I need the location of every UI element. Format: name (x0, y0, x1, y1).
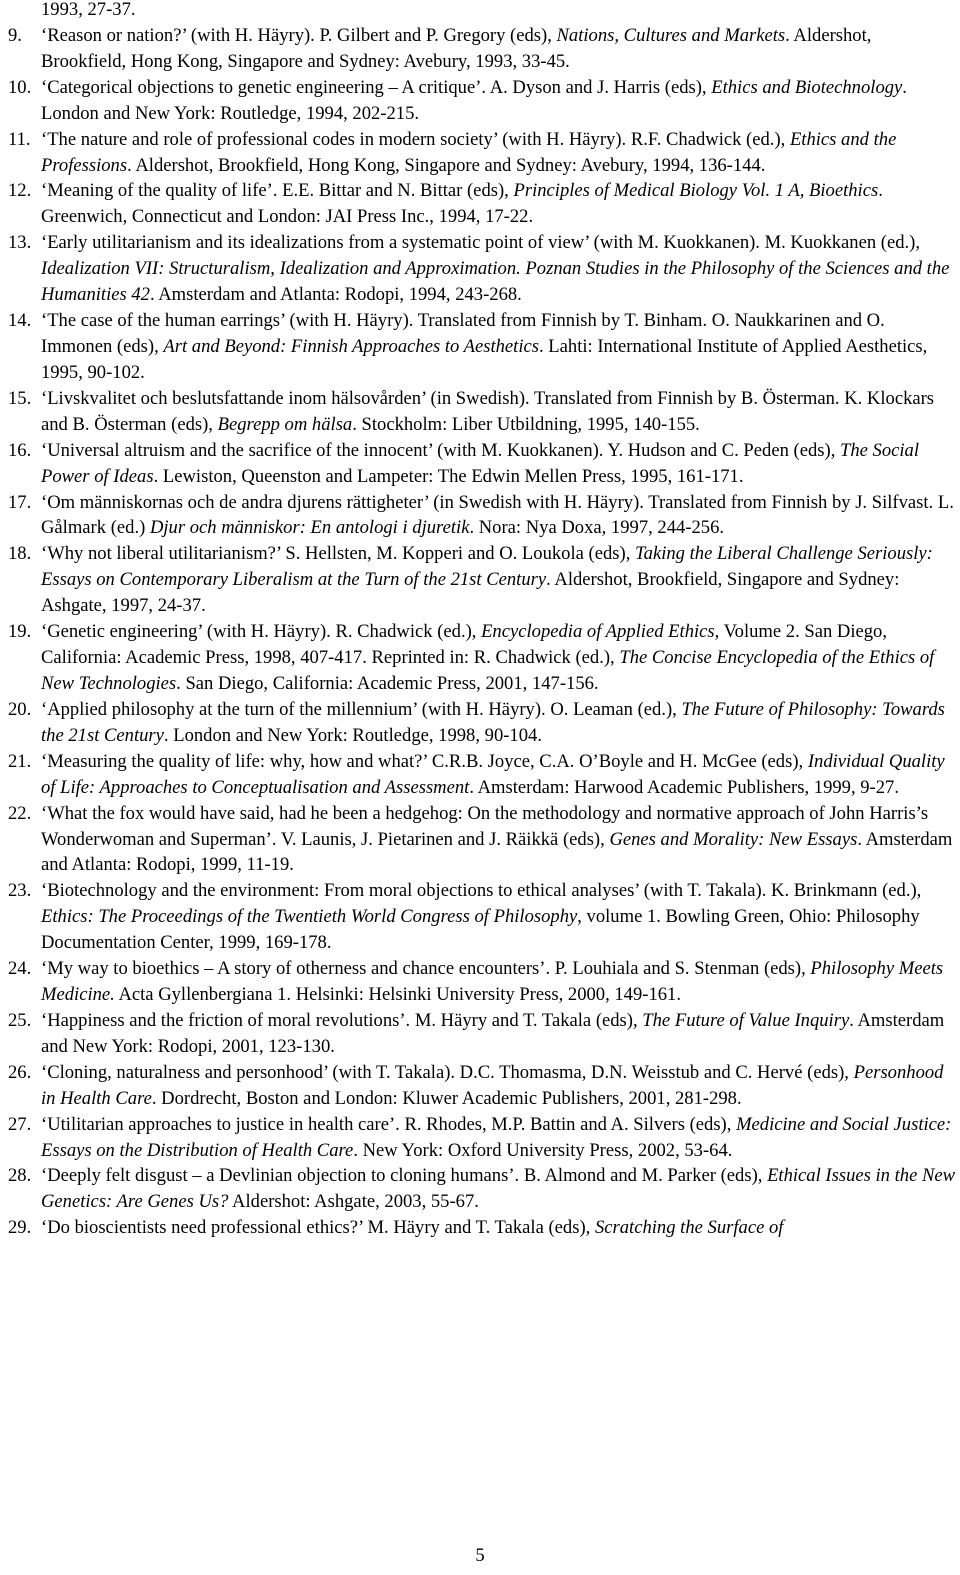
entry-text-run: ‘The case of the human earrings’ (with H. Häyry). Translated from Finnish by T. Binham. O. Naukkarinen and O. Immonen (eds), (41, 310, 885, 357)
entry-number (8, 0, 41, 23)
entry-title-italic: Medicine and Social Justice: Essays on the Distribution of Health Care (41, 1113, 952, 1161)
entry-text-run: ‘Livskvalitet och beslutsfattande inom hälsovården’ (in Swedish). Translated from Finnish by B. Österman. K. Klockars and B. Österman (eds), (41, 387, 935, 435)
entry-number: 26. (8, 1061, 32, 1083)
entry-number: 15. (8, 387, 32, 409)
reference-entry (8, 438, 958, 490)
entry-text-run: ‘Deeply felt disgust – a Devlinian objection to cloning humans’. B. Almond and M. Parker (eds), (41, 1165, 768, 1187)
entry-number: 19. (8, 621, 32, 643)
reference-entry (8, 749, 958, 801)
entry-text-run: ‘What the fox would have said, had he been a hedgehog: On the methodology and normative approach of John Harris’s Wonderwoman and Superman’. V. Launis, J. Pietarinen and J. Räikkä (eds), (41, 802, 929, 850)
entry-text-run: ‘Do bioscientists need professional ethics?’ M. Häyry and T. Takala (eds), (41, 1217, 595, 1239)
entry-title-italic: Ethics: The Proceedings of the Twentieth World Congress of Philosophy (41, 906, 578, 928)
entry-text-run: ‘Genetic engineering’ (with H. Häyry). R. Chadwick (ed.), (41, 621, 482, 643)
entry-text-run: . Aldershot, Brookfield, Singapore and Sydney: Ashgate, 1997, 24-37. (41, 569, 900, 617)
entry-title-italic: Taking the Liberal Challenge Seriously: Essays on Contemporary Liberalism at the Turn of the 21st Century (41, 543, 933, 591)
entry-number: 13. (8, 232, 32, 254)
entry-text-run: ‘Why not liberal utilitarianism?’ S. Hellsten, M. Kopperi and O. Loukola (eds), (41, 543, 636, 565)
entry-number: 9. (8, 24, 22, 46)
entry-text (41, 75, 958, 127)
entry-text-run: , Volume 2. San Diego, California: Academic Press, 1998, 407-417. Reprinted in: R. Chadwick (ed.), (41, 621, 887, 669)
entry-text-run: ‘Early utilitarianism and its idealizations from a systematic point of view’ (with M. Kuokkanen). M. Kuokkanen (ed.), (41, 232, 921, 254)
entry-text (41, 1163, 958, 1215)
entry-text-run: Aldershot: Ashgate, 2003, 55-67. (228, 1191, 479, 1213)
entry-text-run: ‘My way to bioethics – A story of otherness and chance encounters’. P. Louhiala and S. Stenman (eds), (41, 958, 811, 980)
entry-text (41, 1008, 958, 1060)
reference-entry (8, 0, 958, 23)
entry-title-italic: The Social Power of Ideas (41, 439, 920, 487)
entry-text (41, 1215, 958, 1241)
entry-text (41, 956, 958, 1008)
entry-text-run: ‘The nature and role of professional codes in modern society’ (with H. Häyry). R.F. Chadwick (ed.), (41, 128, 790, 150)
entry-text-run: ‘Meaning of the quality of life’. E.E. Bittar and N. Bittar (eds), (41, 180, 514, 202)
reference-entry (8, 178, 958, 230)
entry-number: 14. (8, 310, 32, 332)
entry-text (41, 1112, 958, 1164)
entry-text-run: ‘Biotechnology and the environment: From moral objections to ethical analyses’ (with T. Takala). K. Brinkmann (ed.), (41, 880, 922, 902)
reference-entry (8, 697, 958, 749)
reference-entry (8, 956, 958, 1008)
reference-entry (8, 23, 958, 75)
entry-text-run: . London and New York: Routledge, 1994, 202-215. (41, 76, 907, 124)
entry-title-italic: Principles of Medical Biology Vol. 1 A, Bioethics (513, 180, 879, 202)
entry-title-italic: Djur och människor: En antologi i djuretik (149, 517, 470, 539)
entry-title-italic: Philosophy Meets Medicine. (41, 958, 944, 1006)
entry-text (41, 878, 958, 956)
reference-list (8, 0, 958, 1241)
entry-text-run: ‘Utilitarian approaches to justice in health care’. R. Rhodes, M.P. Battin and A. Silvers (eds), (41, 1113, 737, 1135)
entry-number: 24. (8, 958, 32, 980)
entry-text-run: . Lahti: International Institute of Applied Aesthetics, 1995, 90-102. (41, 335, 928, 383)
entry-text-run: 1993, 27-37. (41, 0, 136, 20)
entry-title-italic: Art and Beyond: Finnish Approaches to Aesthetics (163, 335, 539, 357)
reference-entry (8, 1060, 958, 1112)
entry-text-run: Acta Gyllenbergiana 1. Helsinki: Helsinki University Press, 2000, 149-161. (114, 984, 682, 1006)
entry-text (41, 801, 958, 879)
entry-title-italic: Ethics and Biotechnology (711, 76, 903, 98)
entry-title-italic: Ethics and the Professions (41, 128, 897, 176)
entry-title-italic: Individual Quality of Life: Approaches to Conceptualisation and Assessment (41, 750, 945, 798)
entry-text-run: . Amsterdam: Harwood Academic Publishers, 1999, 9-27. (469, 776, 899, 798)
entry-text (41, 127, 958, 179)
reference-entry (8, 878, 958, 956)
entry-number: 11. (8, 128, 31, 150)
reference-entry (8, 386, 958, 438)
entry-text (41, 178, 958, 230)
entry-text-run: ‘Om människornas och de andra djurens rättigheter’ (in Swedish with H. Häyry). Translated from Finnish by J. Silfvast. L. Gålmark (ed.) (41, 491, 954, 539)
reference-entry (8, 230, 958, 308)
entry-text-run: . Aldershot, Brookfield, Hong Kong, Singapore and Sydney: Avebury, 1993, 33-45. (41, 24, 872, 72)
entry-number: 12. (8, 180, 32, 202)
entry-text-run: ‘Universal altruism and the sacrifice of the innocent’ (with M. Kuokkanen). Y. Hudson and C. Peden (eds), (41, 439, 840, 461)
entry-text-run: . Dordrecht, Boston and London: Kluwer Academic Publishers, 2001, 281-298. (151, 1087, 742, 1109)
reference-entry (8, 75, 958, 127)
entry-text-run: . Amsterdam and New York: Rodopi, 2001, 123-130. (41, 1009, 945, 1057)
reference-entry (8, 1163, 958, 1215)
entry-text-run: ‘Reason or nation?’ (with H. Häyry). P. Gilbert and P. Gregory (eds), (41, 24, 557, 46)
entry-title-italic: The Future of Value Inquiry (642, 1009, 850, 1031)
entry-text (41, 438, 958, 490)
entry-number: 16. (8, 439, 32, 461)
entry-text-run: . Amsterdam and Atlanta: Rodopi, 1999, 11-19. (41, 828, 953, 876)
entry-text-run: ‘Cloning, naturalness and personhood’ (with T. Takala). D.C. Thomasma, D.N. Weisstub and C. Hervé (eds), (41, 1061, 854, 1083)
reference-entry (8, 490, 958, 542)
entry-text-run: . New York: Oxford University Press, 2002, 53-64. (353, 1139, 733, 1161)
entry-title-italic: The Future of Philosophy: Towards the 21st Century (41, 698, 945, 746)
entry-text-run: . Aldershot, Brookfield, Hong Kong, Singapore and Sydney: Avebury, 1994, 136-144. (127, 154, 766, 176)
entry-text-run: ‘Categorical objections to genetic engineering – A critique’. A. Dyson and J. Harris (eds), (41, 76, 712, 98)
reference-entry (8, 1008, 958, 1060)
entry-title-italic: The Concise Encyclopedia of the Ethics of New Technologies (41, 647, 935, 694)
reference-entry (8, 1215, 958, 1241)
entry-text (41, 541, 958, 619)
entry-number: 23. (8, 880, 32, 902)
entry-text (41, 619, 958, 697)
entry-number: 20. (8, 698, 32, 720)
entry-number: 27. (8, 1113, 32, 1135)
entry-text-run: ‘Happiness and the friction of moral revolutions’. M. Häyry and T. Takala (eds), (41, 1009, 643, 1031)
page-number: 5 (475, 1545, 485, 1566)
entry-number: 29. (8, 1217, 32, 1239)
entry-text (41, 1060, 958, 1112)
entry-text-run: ‘Measuring the quality of life: why, how and what?’ C.R.B. Joyce, C.A. O’Boyle and H. McGee (eds), (41, 750, 808, 772)
reference-entry (8, 1112, 958, 1164)
entry-number: 25. (8, 1009, 32, 1031)
entry-number: 22. (8, 802, 32, 824)
entry-title-italic: Begrepp om hälsa (217, 413, 353, 435)
reference-entry (8, 308, 958, 386)
entry-number: 17. (8, 491, 32, 513)
reference-entry (8, 127, 958, 179)
entry-text-run: . Amsterdam and Atlanta: Rodopi, 1994, 243-268. (149, 284, 522, 306)
entry-title-italic: Personhood in Health Care (41, 1061, 944, 1109)
entry-text-run: ‘Applied philosophy at the turn of the millennium’ (with H. Häyry). O. Leaman (ed.), (41, 698, 682, 720)
entry-title-italic: Nations, Cultures and Markets (556, 24, 786, 46)
reference-entry (8, 619, 958, 697)
entry-title-italic: Scratching the Surface of (594, 1217, 784, 1239)
reference-entry (8, 801, 958, 879)
entry-title-italic: Genes and Morality: New Essays (609, 828, 858, 850)
entry-text-run: . Lewiston, Queenston and Lampeter: The Edwin Mellen Press, 1995, 161-171. (153, 465, 744, 487)
entry-title-italic: Encyclopedia of Applied Ethics (481, 621, 715, 643)
entry-text-run: . Stockholm: Liber Utbildning, 1995, 140-155. (352, 413, 700, 435)
entry-text-run: . Nora: Nya Doxa, 1997, 244-256. (469, 517, 725, 539)
entry-number: 21. (8, 750, 32, 772)
entry-text (41, 697, 958, 749)
entry-text (41, 308, 958, 386)
entry-text-run: . San Diego, California: Academic Press, 2001, 147-156. (176, 672, 599, 694)
entry-number: 18. (8, 543, 32, 565)
entry-number: 28. (8, 1165, 32, 1187)
entry-text-run: , volume 1. Bowling Green, Ohio: Philosophy Documentation Center, 1999, 169-178. (41, 906, 920, 954)
entry-title-italic: Idealization VII: Structuralism, Idealization and Approximation. Poznan Studies in the Philosophy of the Sciences and the Humanities 42 (41, 258, 950, 306)
entry-title-italic: Ethical Issues in the New Genetics: Are Genes Us? (41, 1165, 956, 1213)
entry-text-run: . London and New York: Routledge, 1998, 90-104. (163, 724, 542, 746)
entry-number: 10. (8, 76, 32, 98)
entry-text (41, 490, 958, 542)
entry-text (41, 386, 958, 438)
entry-text (41, 230, 958, 308)
entry-text (41, 0, 958, 23)
entry-text (41, 749, 958, 801)
entry-text-run: . Greenwich, Connecticut and London: JAI Press Inc., 1994, 17-22. (41, 180, 883, 228)
reference-entry (8, 541, 958, 619)
entry-text (41, 23, 958, 75)
